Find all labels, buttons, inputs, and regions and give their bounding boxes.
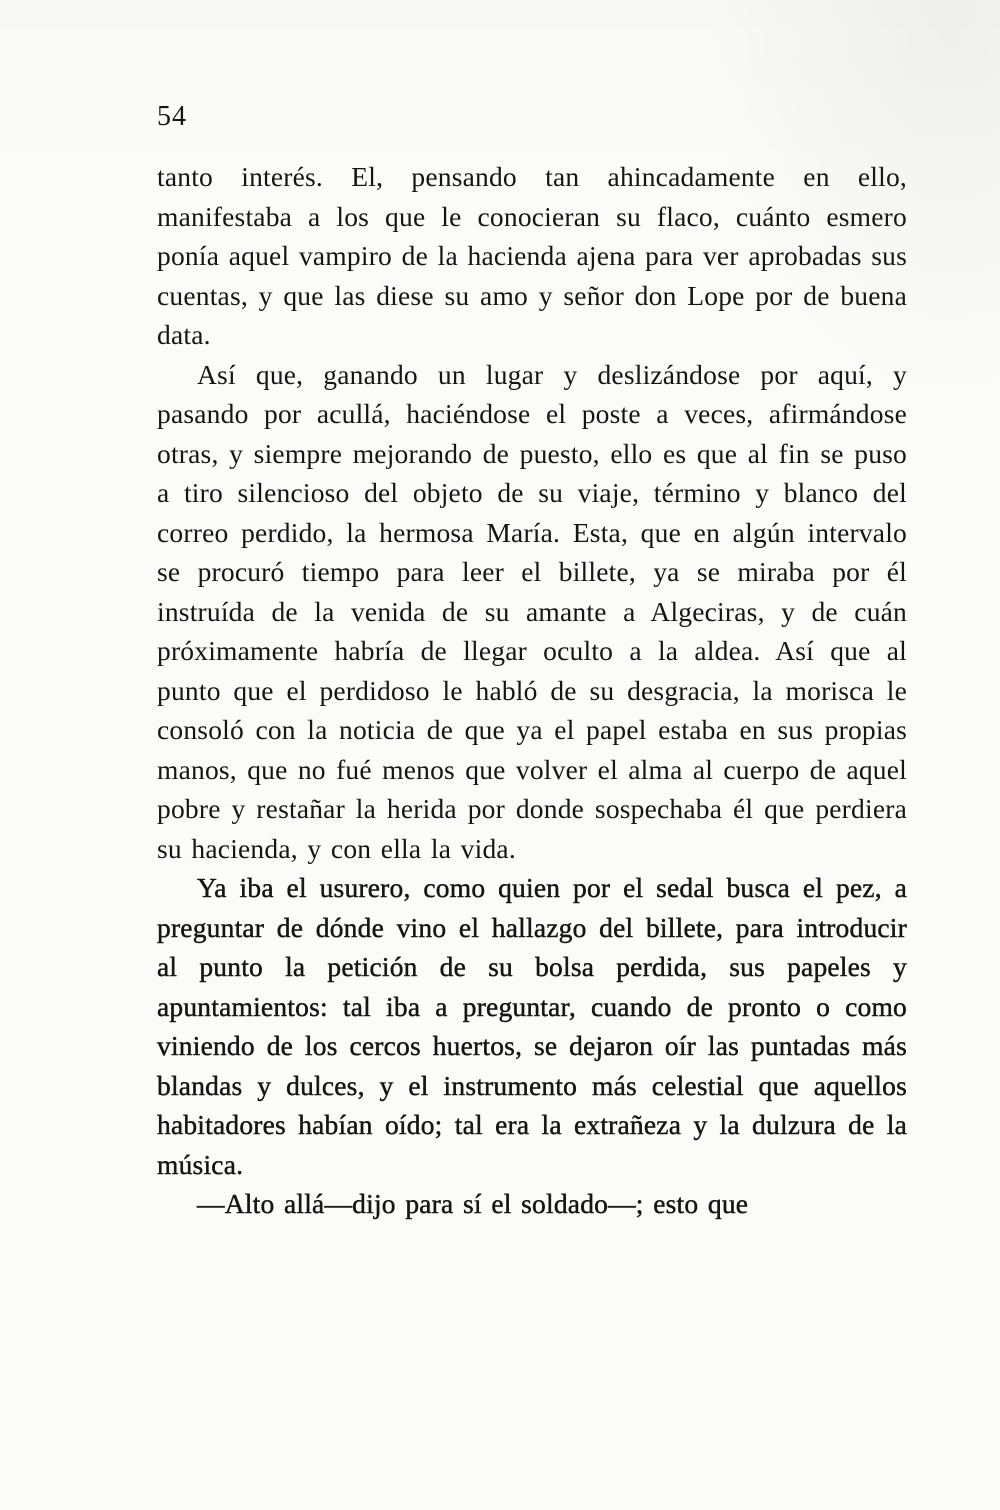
page-number: 54 <box>157 101 187 132</box>
page-content <box>157 103 907 1224</box>
paragraph: Ya iba el usurero, como quien por el sedal busca el pez, a preguntar de dónde vino el hallazgo del billete, para introducir al punto la petición de su bolsa perdida, sus papeles y apuntamientos: tal iba a preguntar, cuando de pronto o como viniendo de los cercos huertos, se dejaron oír las puntadas más blandas y dulces, y el instrumento más celestial que aquellos habitadores habían oído; tal era la extrañeza y la dulzura de la música. <box>157 872 907 1180</box>
body-text <box>157 157 907 1224</box>
paragraph-dialogue: —Alto allá—dijo para sí el soldado—; esto que <box>197 1188 749 1219</box>
paragraph: Así que, ganando un lugar y deslizándose por aquí, y pasando por acullá, haciéndose el poste a veces, afirmándose otras, y siempre mejorando de puesto, ello es que al fin se puso a tiro silencioso del objeto de su viaje, término y blanco del correo perdido, la hermosa María. Esta, que en algún intervalo se procuró tiempo para leer el billete, ya se miraba por él instruída de la venida de su amante a Algeciras, y de cuán próximamente habría de llegar oculto a la aldea. Así que al punto que el perdidoso le habló de su desgracia, la morisca le consoló con la noticia de que ya el papel estaba en sus propias manos, que no fué menos que volver el alma al cuerpo de aquel pobre y restañar la herida por donde sospechaba él que perdiera su hacienda, y con ella la vida. <box>157 358 907 864</box>
paragraph-continuation: tanto interés. El, pensando tan ahincadamente en ello, manifestaba a los que le conocieran su flaco, cuánto esmero ponía aquel vampiro de la hacienda ajena para ver aprobadas sus cuentas, y que las diese su amo y señor don Lope por de buena data. <box>157 161 907 350</box>
